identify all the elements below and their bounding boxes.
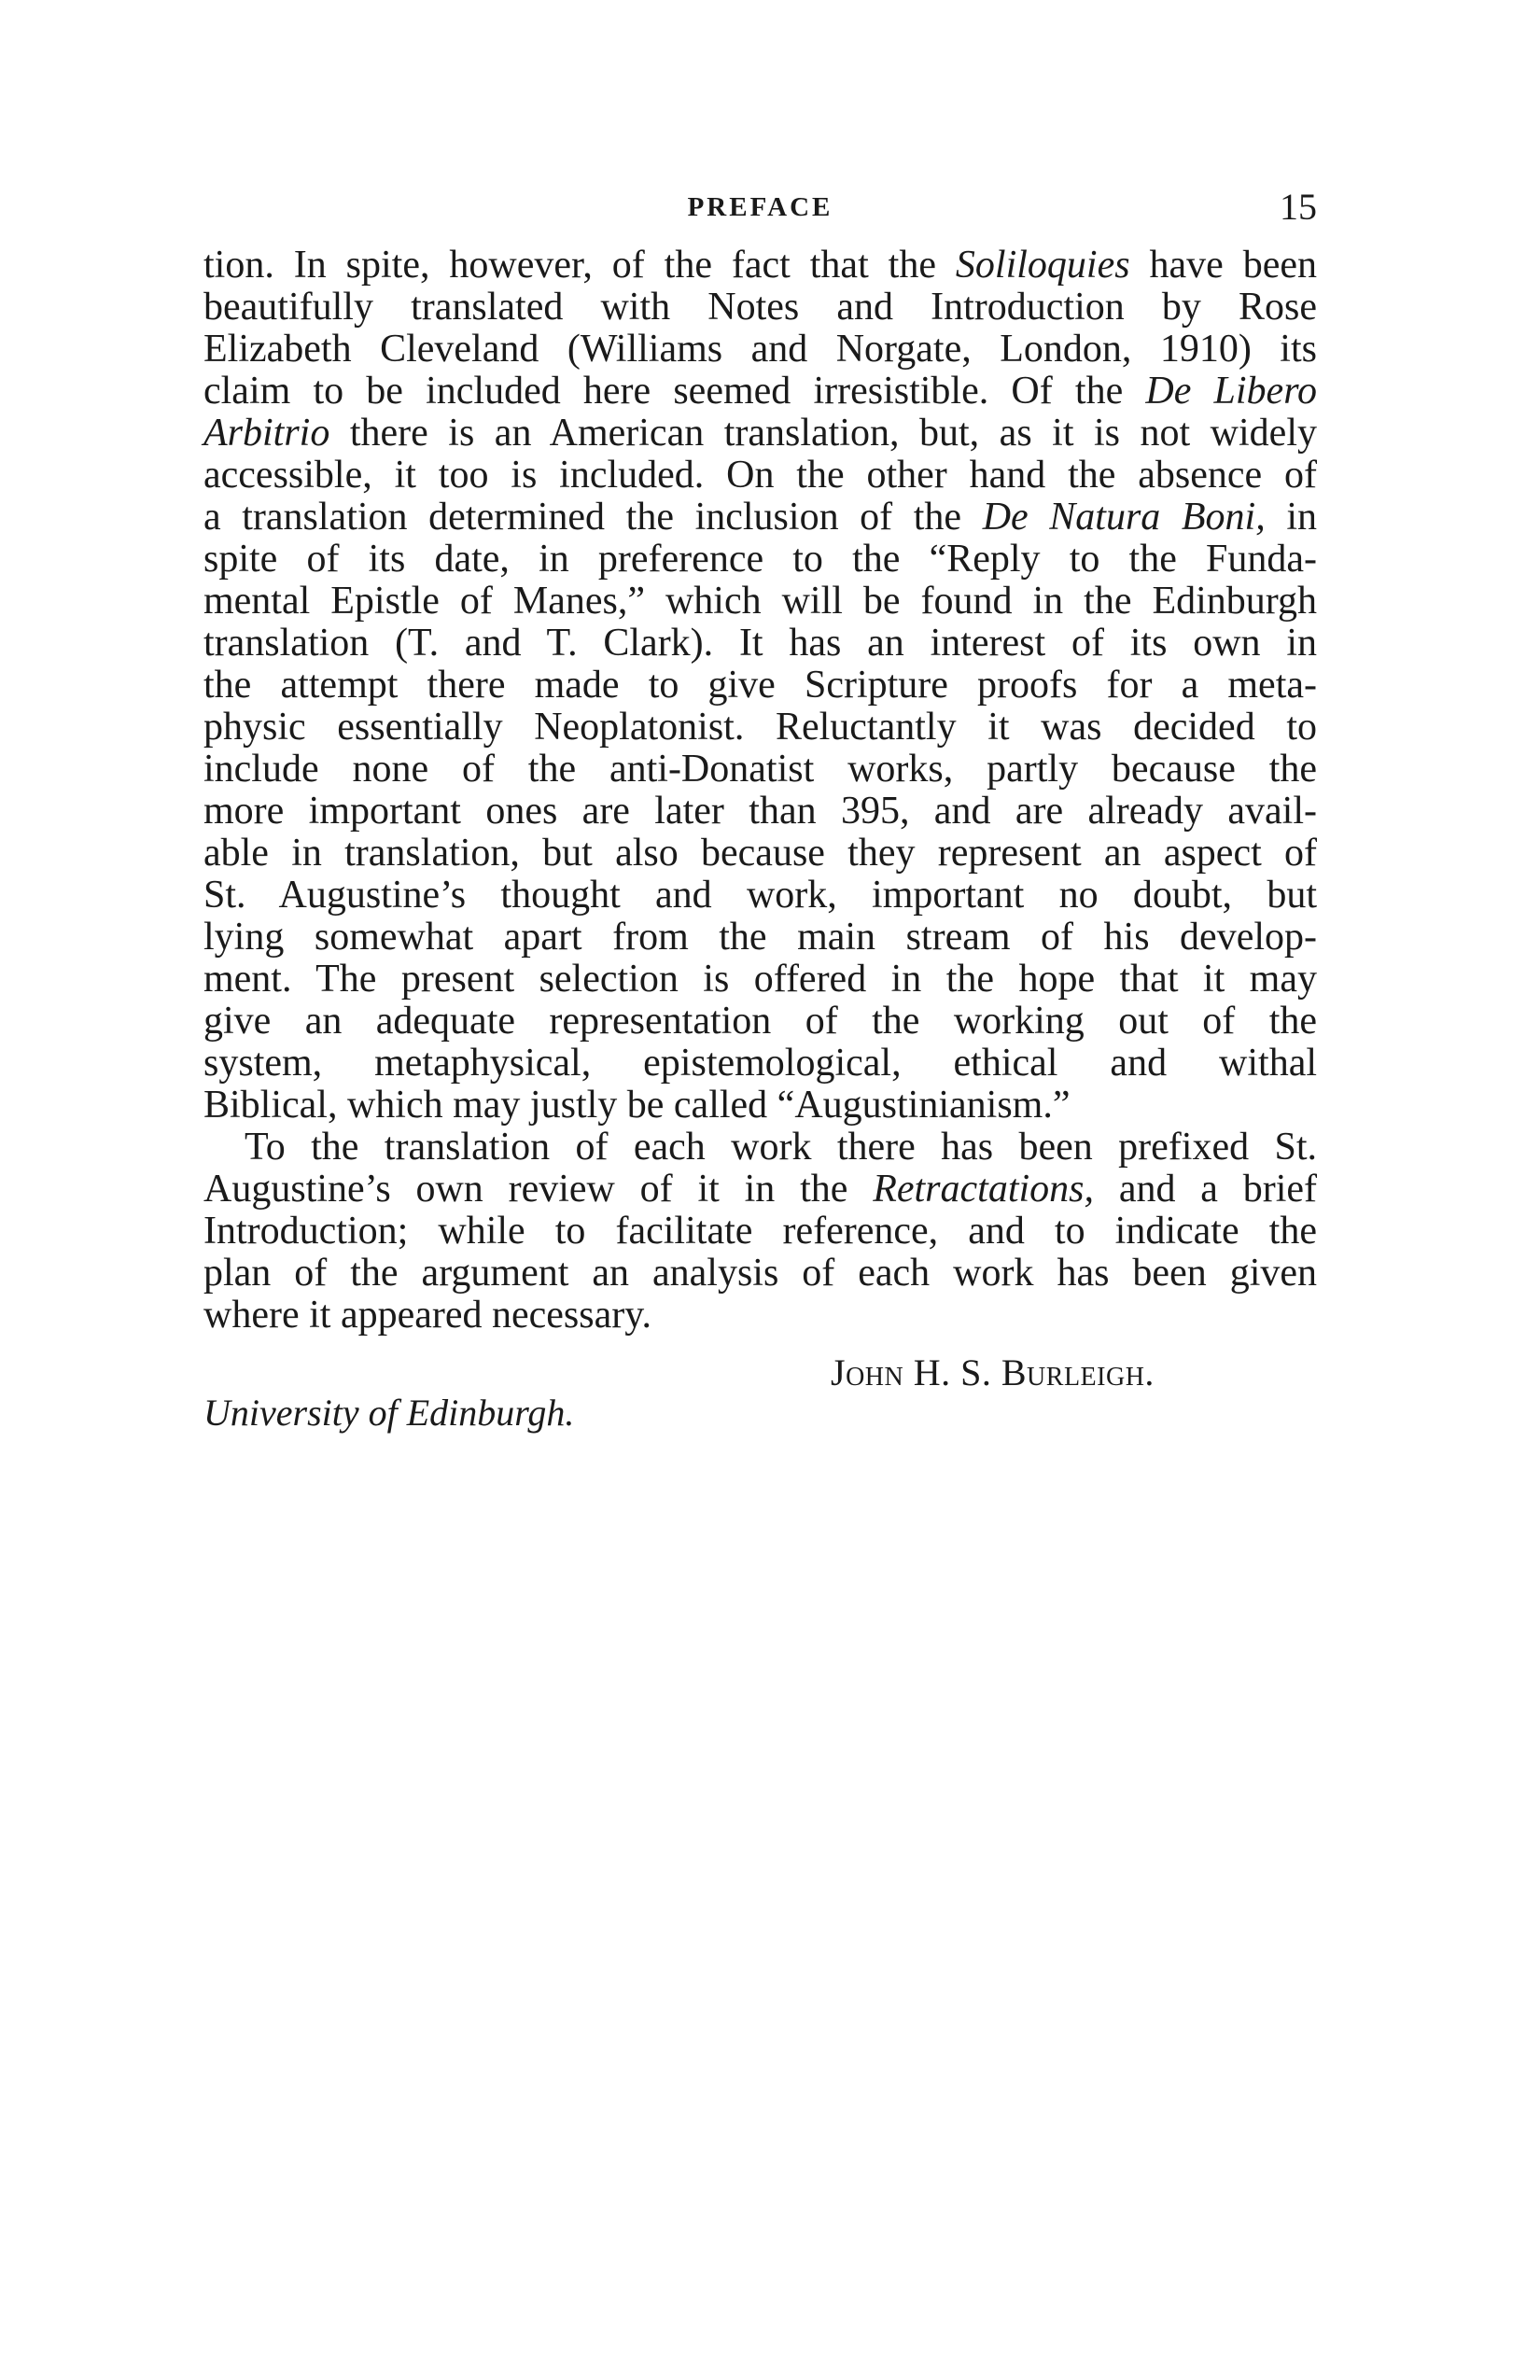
title-retractations: Retractations, [873,1168,1095,1211]
text-line: lying somewhat apart from the main stream of his develop- [203,916,1317,959]
text-line [203,371,1317,413]
text-line: ment. The present selection is offered in the hope that it may [203,958,1317,1001]
text-line: able in translation, but also because they represent an aspect of [203,832,1317,875]
page-number: 15 [1280,186,1317,228]
text-line: system, metaphysical, epistemological, ethical and withal [203,1042,1317,1085]
title-arbitrio: Arbitrio [203,412,330,455]
running-head [203,185,1317,231]
author-signature: John H. S. Burleigh. [831,1351,1155,1393]
preface-text [203,245,1317,1337]
text-line: the attempt there made to give Scripture proofs for a meta- [203,664,1317,707]
text-line: give an adequate representation of the working out of the [203,1000,1317,1043]
text-line: plan of the argument an analysis of each work has been given [203,1252,1317,1295]
running-title: PREFACE [687,192,833,222]
text-line: mental Epistle of Manes,” which will be found in the Edinburgh [203,580,1317,623]
text-line: spite of its date, in preference to the “Reply to the Funda- [203,538,1317,581]
text-run: there is an American translation, but, as it is not widely [329,412,1317,455]
text-line: beautifully translated with Notes and Introduction by Rose [203,286,1317,329]
author-affiliation: University of Edinburgh. [203,1392,575,1434]
text-run: tion. In spite, however, of the fact that the [203,244,956,287]
title-de-natura-boni: De Natura Boni, [982,496,1266,539]
text-line: To the translation of each work there has been prefixed St. [245,1126,1317,1169]
text-line: translation (T. and T. Clark). It has an interest of its own in [203,622,1317,665]
text-run: and a brief [1094,1168,1317,1211]
text-run: in [1265,496,1318,539]
text-line [203,245,1317,287]
text-run: have been [1129,244,1317,287]
text-line: Elizabeth Cleveland (Williams and Norgate, London, 1910) its [203,328,1317,371]
text-line [203,413,1317,455]
text-run: Augustine’s own review of it in the [203,1168,874,1211]
text-line: Biblical, which may justly be called “Augustinianism.” [203,1084,1071,1127]
text-line: physic essentially Neoplatonist. Reluctantly it was decided to [203,706,1317,749]
text-line: include none of the anti-Donatist works, partly because the [203,748,1317,791]
text-line [203,497,1317,539]
text-run: a translation determined the inclusion of the [203,496,983,539]
title-soliloquies: Soliloquies [955,244,1130,287]
title-de-libero: De Libero [1145,370,1317,413]
text-line: more important ones are later than 395, and are already avail- [203,790,1317,833]
text-run: claim to be included here seemed irresistible. Of the [203,370,1146,413]
text-line: accessible, it too is included. On the other hand the absence of [203,454,1317,497]
text-line: where it appeared necessary. [203,1294,652,1337]
text-line [203,1169,1317,1211]
text-line: St. Augustine’s thought and work, important no doubt, but [203,874,1317,917]
text-line: Introduction; while to facilitate reference, and to indicate the [203,1210,1317,1253]
